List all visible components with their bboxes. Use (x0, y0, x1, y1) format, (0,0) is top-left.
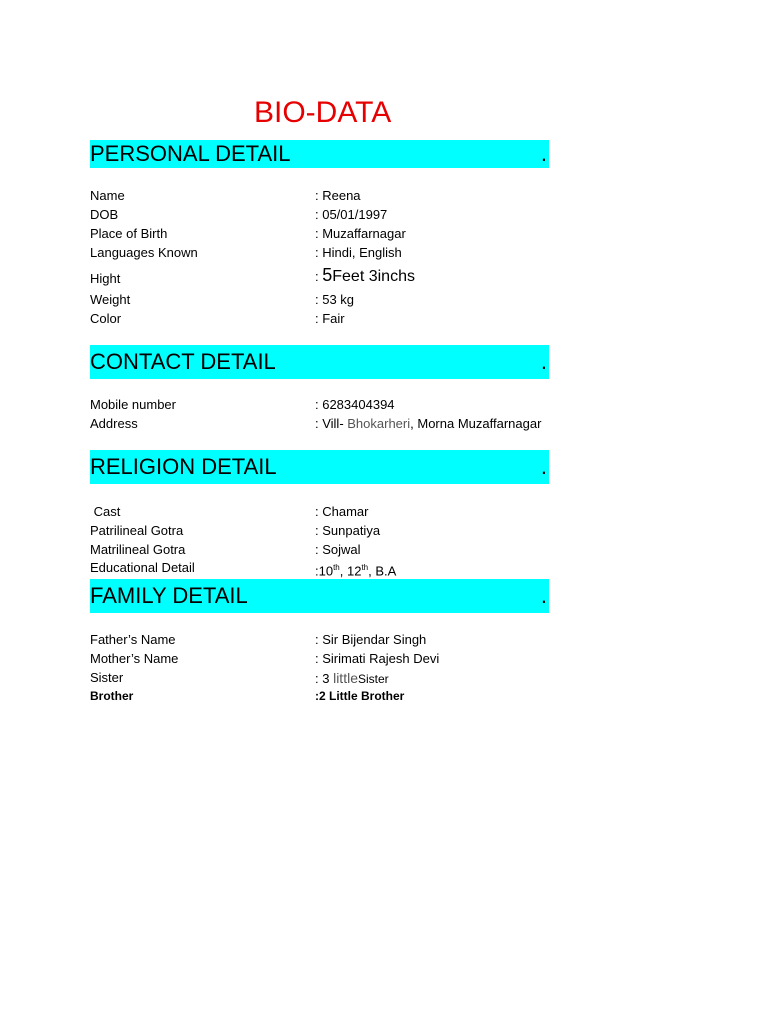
field-value (315, 416, 541, 432)
field-label: Address (90, 416, 138, 431)
field-value: : Sojwal (315, 542, 361, 557)
section-heading: CONTACT DETAIL (90, 349, 276, 374)
field-value (315, 267, 415, 285)
field-value: :2 Little Brother (315, 689, 405, 703)
field-label: Weight (90, 292, 131, 307)
field-value: : Sir Bijendar Singh (315, 632, 427, 647)
field-value: : Sunpatiya (315, 523, 381, 538)
document-title: BIO-DATA (254, 96, 392, 129)
ordinal-suffix: th (361, 563, 369, 572)
field-value: : 05/01/1997 (315, 207, 388, 222)
section-dot: . (540, 454, 547, 479)
field-value: : Chamar (315, 504, 369, 519)
value-middle: , 12 (339, 563, 362, 579)
section-dot: . (540, 349, 547, 374)
value-prefix: :10 (315, 563, 334, 579)
value-text: , Morna Muzaffarnagar (410, 416, 542, 431)
field-label: Cast (90, 504, 121, 519)
field-label: Father’s Name (90, 632, 176, 647)
section-dot: . (540, 583, 547, 608)
field-label: Mother’s Name (90, 651, 179, 666)
field-value (315, 670, 389, 687)
field-label: Brother (90, 689, 134, 703)
field-value: : Muzaffarnagar (315, 226, 406, 241)
value-prefix: : Vill- (315, 416, 348, 431)
field-label: Name (90, 188, 125, 203)
field-value: : Sirimati Rajesh Devi (315, 651, 440, 666)
section-dot: . (540, 141, 547, 166)
field-label: Matrilineal Gotra (90, 542, 186, 557)
value-text: Feet 3inchs (332, 268, 415, 285)
field-value (315, 560, 396, 579)
field-label: Hight (90, 271, 121, 286)
value-village: Bhokarheri (347, 416, 411, 431)
field-label: Languages Known (90, 245, 198, 260)
section-heading: PERSONAL DETAIL (90, 141, 291, 166)
field-label: Color (90, 311, 122, 326)
value-prefix: : 3 (315, 671, 334, 686)
value-little: little (333, 670, 358, 686)
contact-detail-header (90, 345, 549, 379)
section-heading: RELIGION DETAIL (90, 454, 277, 479)
field-value: : Reena (315, 188, 361, 203)
ordinal-suffix: th (333, 563, 340, 572)
field-value: : 6283404394 (315, 397, 395, 412)
field-value: : 53 kg (315, 292, 355, 307)
field-label: Mobile number (90, 397, 176, 412)
field-label: Patrilineal Gotra (90, 523, 184, 538)
section-heading: FAMILY DETAIL (90, 583, 248, 608)
family-detail-header (90, 579, 549, 613)
value-prefix: : (315, 269, 323, 284)
value-text: , B.A (368, 563, 397, 579)
personal-detail-header (90, 140, 549, 168)
field-label: DOB (90, 207, 119, 222)
field-label: Sister (90, 670, 124, 685)
value-number: 5 (322, 265, 333, 285)
religion-detail-header (90, 450, 549, 484)
field-label: Place of Birth (90, 226, 168, 241)
field-value: : Hindi, English (315, 245, 402, 260)
value-text: Sister (357, 672, 389, 686)
field-label: Educational Detail (90, 560, 195, 575)
field-value: : Fair (315, 311, 345, 326)
